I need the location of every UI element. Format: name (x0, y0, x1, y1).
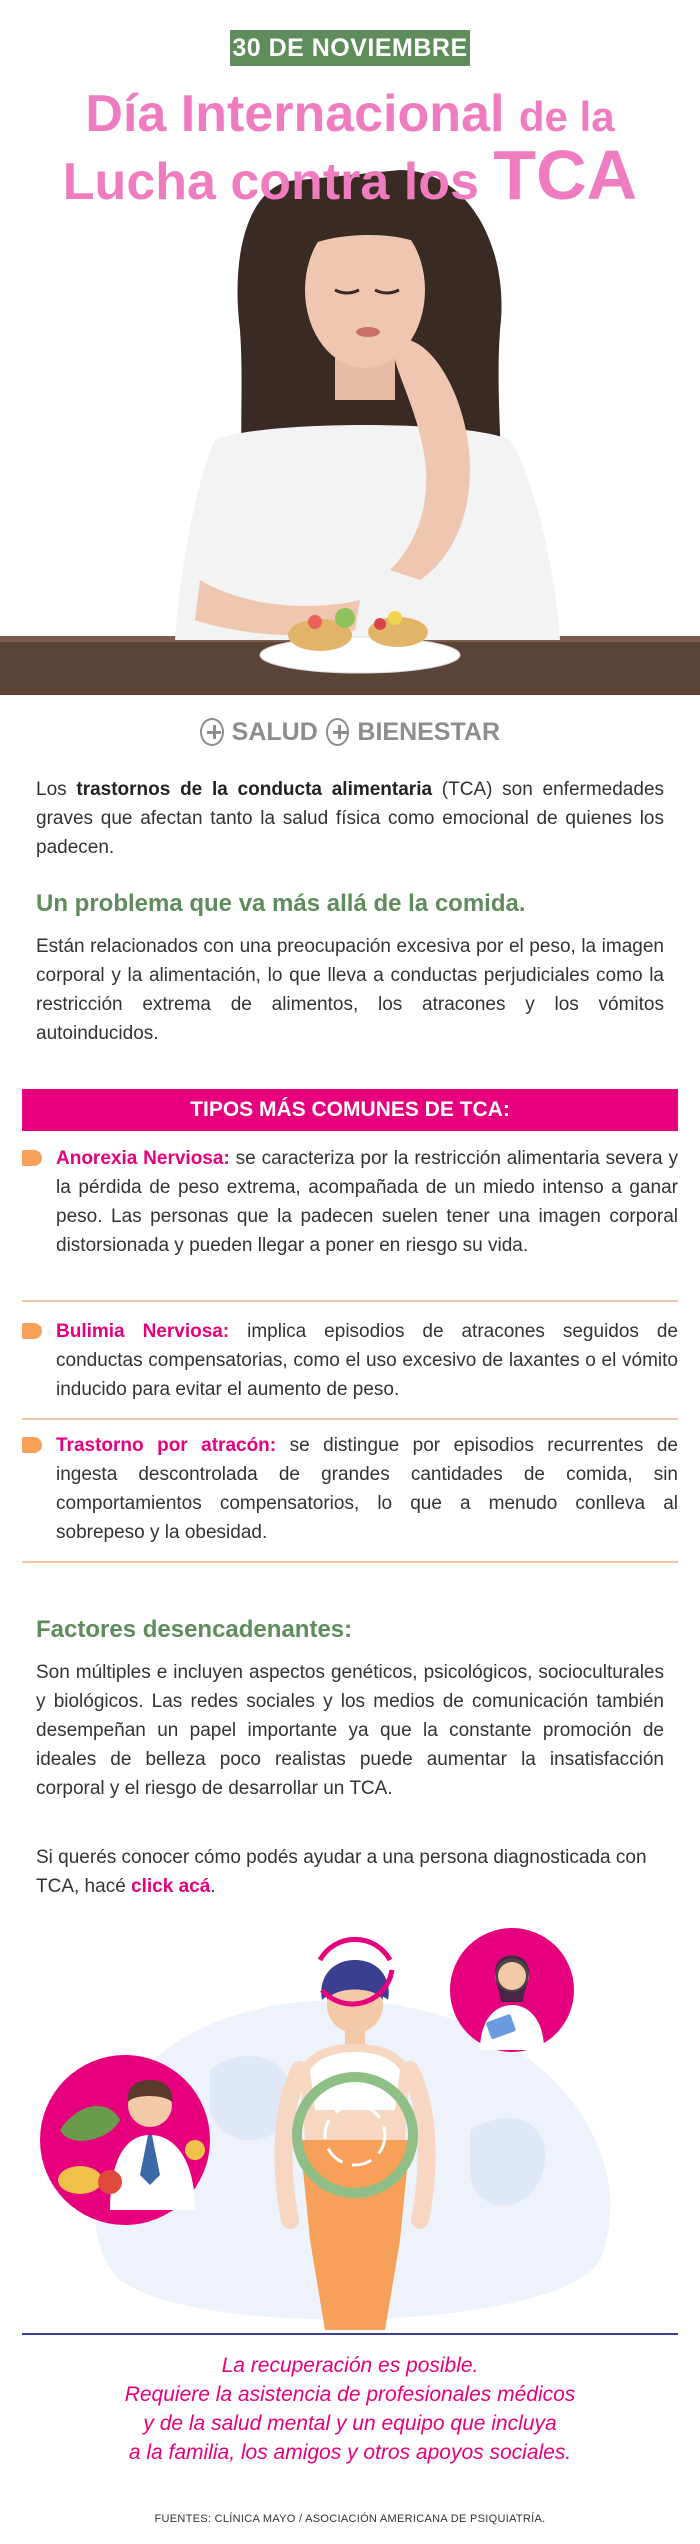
factors-heading: Factores desencadenantes: (36, 1616, 353, 1643)
quote-line1: La recuperación es posible. (221, 2354, 479, 2377)
quote-line2: Requiere la asistencia de profesionales médicos (124, 2383, 576, 2406)
click-here-link[interactable]: click acá (131, 1876, 211, 1897)
salud-bienestar-logo (200, 714, 500, 750)
list-item: Bulimia Nerviosa: implica episodios de atracones seguidos de conductas compensatorias, como el uso excesivo de laxantes o el vómito inducido para evitar el aumento de peso. (22, 1317, 678, 1407)
tag-icon (22, 1323, 42, 1339)
divider (22, 1418, 678, 1420)
logo-bienestar: BIENESTAR (357, 717, 500, 746)
divider-line (22, 2333, 678, 2335)
list-item: Trastorno por atracón: se distingue por episodios recurrentes de ingesta descontrolada de grandes cantidades de comida, sin comportamientos compensatorios, lo que a menudo conlleva al sobrepeso y la obesidad. (22, 1431, 678, 1551)
problem-paragraph: Están relacionados con una preocupación excesiva por el peso, la imagen corporal y la alimentación, lo que lleva a conductas perjudiciales como la restricción extrema de alimentos, los atracones y los vómitos autoinducidos. (36, 936, 664, 1044)
page-title-line2: Lucha contra los TCA (62, 136, 638, 214)
factors-paragraph: Son múltiples e incluyen aspectos genéticos, psicológicos, socioculturales y biológicos. Las redes sociales y los medios de comunicación también desempeñan un papel importante ya que la constante promoción de ideales de belleza poco realistas puede aumentar la insatisfacción corporal y el riesgo de desarrollar un TCA. (36, 1662, 664, 1799)
tag-icon (22, 1437, 42, 1453)
plus-circle-icon (326, 718, 350, 746)
page-title-line1: Día Internacional de la (85, 85, 615, 143)
list-item: Anorexia Nerviosa: se caracteriza por la restricción alimentaria severa y la pérdida de peso extrema, acompañada de un miedo intenso a ganar peso. Las personas que la padecen suelen tener una imagen corporal distorsionada y pueden llegar a poner en riesgo su vida. (22, 1144, 678, 1284)
problem-heading: Un problema que va más allá de la comida. (36, 890, 526, 917)
sources-text: FUENTES: CLÍNICA MAYO / ASOCIACIÓN AMERICANA DE PSIQUIATRÍA. (154, 2513, 546, 2525)
divider (22, 1561, 678, 1563)
tag-icon (22, 1150, 42, 1166)
intro-paragraph: Los trastornos de la conducta alimentaria (TCA) son enfermedades graves que afectan tanto la salud física como emocional de quienes los padecen. (36, 779, 665, 858)
hero-photo (0, 136, 700, 695)
cta-paragraph: Si querés conocer cómo podés ayudar a una persona diagnosticada con TCA, hacé click acá. (36, 1847, 647, 1897)
quote-line3: y de la salud mental y un equipo que incluya (143, 2412, 557, 2435)
date-badge: 30 DE NOVIEMBRE (230, 30, 470, 66)
divider (22, 1300, 678, 1302)
recovery-illustration (0, 1920, 700, 2340)
quote-line4: a la familia, los amigos y otros apoyos sociales. (128, 2441, 572, 2464)
logo-salud: SALUD (231, 717, 318, 746)
plus-circle-icon (200, 718, 224, 746)
types-heading: TIPOS MÁS COMUNES DE TCA: (22, 1089, 678, 1131)
